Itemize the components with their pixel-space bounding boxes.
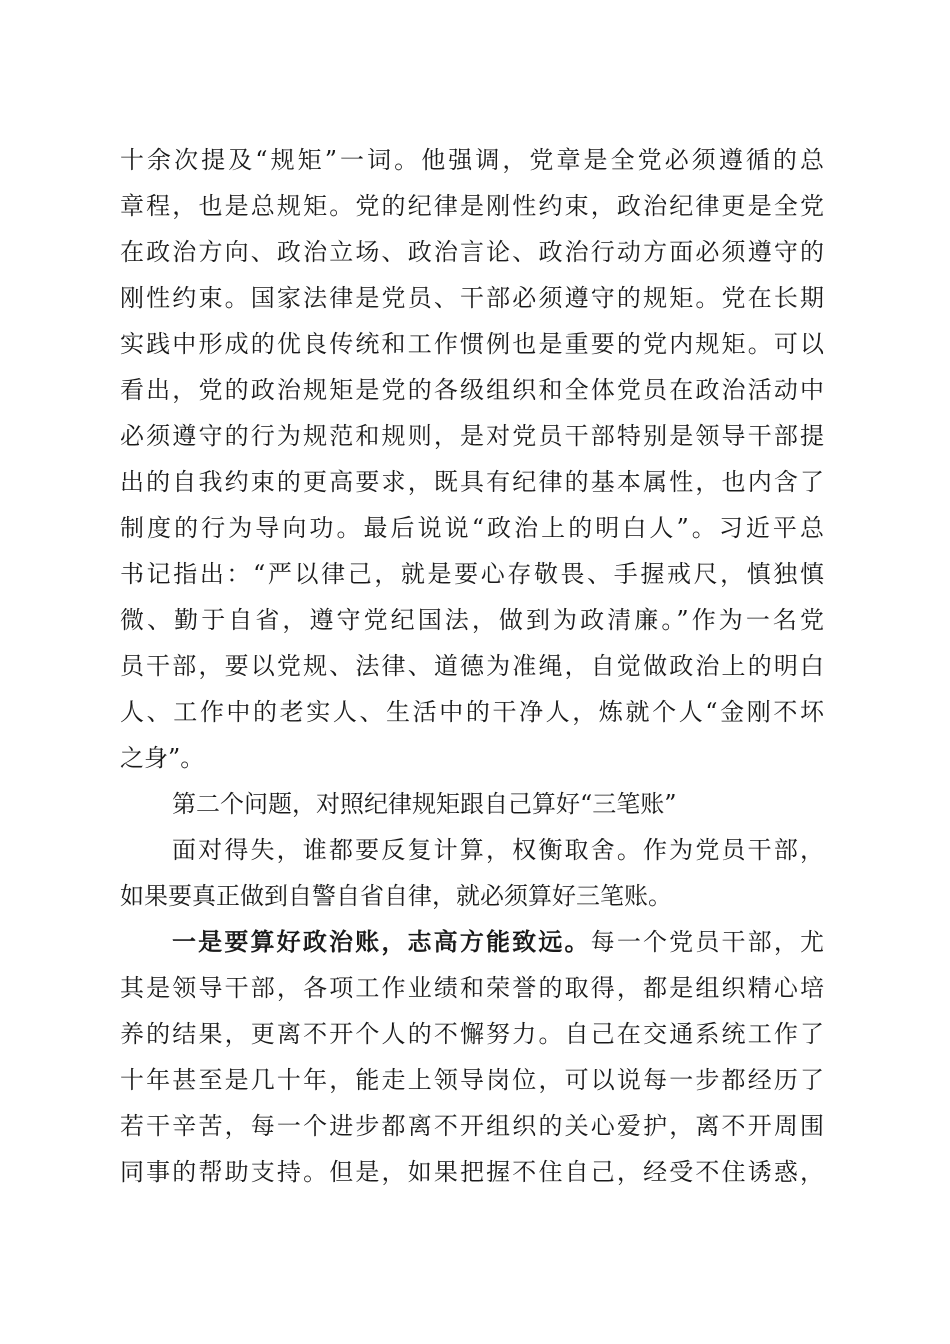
text-line: 必须遵守的行为规范和规则，是对党员干部特别是领导干部提 bbox=[120, 422, 824, 450]
text-line: 看出，党的政治规矩是党的各级组织和全体党员在政治活动中 bbox=[120, 376, 824, 404]
text-line: 制度的行为导向功。最后说说“政治上的明白人”。习近平总 bbox=[120, 514, 824, 542]
section-heading: 第二个问题，对照纪律规矩跟自己算好“三笔账” bbox=[172, 790, 677, 818]
bold-lead: 一是要算好政治账，志高方能致远。 bbox=[172, 927, 591, 956]
text-line: 十年甚至是几十年，能走上领导岗位，可以说每一步都经历了 bbox=[120, 1066, 824, 1094]
text-line bbox=[172, 922, 824, 962]
text-line: 同事的帮助支持。但是，如果把握不住自己，经受不住诱惑， bbox=[120, 1158, 824, 1186]
text-line: 十余次提及“规矩”一词。他强调，党章是全党必须遵循的总 bbox=[120, 146, 824, 174]
text-line: 员干部，要以党规、法律、道德为准绳，自觉做政治上的明白 bbox=[120, 652, 824, 680]
text-line: 实践中形成的优良传统和工作惯例也是重要的党内规矩。可以 bbox=[120, 330, 824, 358]
text-line: 人、工作中的老实人、生活中的干净人，炼就个人“金刚不坏 bbox=[120, 698, 824, 726]
text-line: 微、勤于自省，遵守党纪国法，做到为政清廉。”作为一名党 bbox=[120, 606, 824, 634]
text-line: 章程，也是总规矩。党的纪律是刚性约束，政治纪律更是全党 bbox=[120, 192, 824, 220]
text-line: 其是领导干部，各项工作业绩和荣誉的取得，都是组织精心培 bbox=[120, 974, 824, 1002]
text-line: 出的自我约束的更高要求，既具有纪律的基本属性，也内含了 bbox=[120, 468, 824, 496]
text-line: 如果要真正做到自警自省自律，就必须算好三笔账。 bbox=[120, 882, 672, 910]
text-run: 每一个党员干部，尤 bbox=[590, 928, 825, 956]
text-line: 之身”。 bbox=[120, 744, 205, 772]
text-line: 在政治方向、政治立场、政治言论、政治行动方面必须遵守的 bbox=[120, 238, 824, 266]
text-line: 面对得失，谁都要反复计算，权衡取舍。作为党员干部， bbox=[172, 836, 824, 864]
text-line: 刚性约束。国家法律是党员、干部必须遵守的规矩。党在长期 bbox=[120, 284, 824, 312]
text-line: 书记指出：“严以律己，就是要心存敬畏、手握戒尺，慎独慎 bbox=[120, 560, 824, 588]
text-line: 养的结果，更离不开个人的不懈努力。自己在交通系统工作了 bbox=[120, 1020, 824, 1048]
text-line: 若干辛苦，每一个进步都离不开组织的关心爱护，离不开周围 bbox=[120, 1112, 824, 1140]
